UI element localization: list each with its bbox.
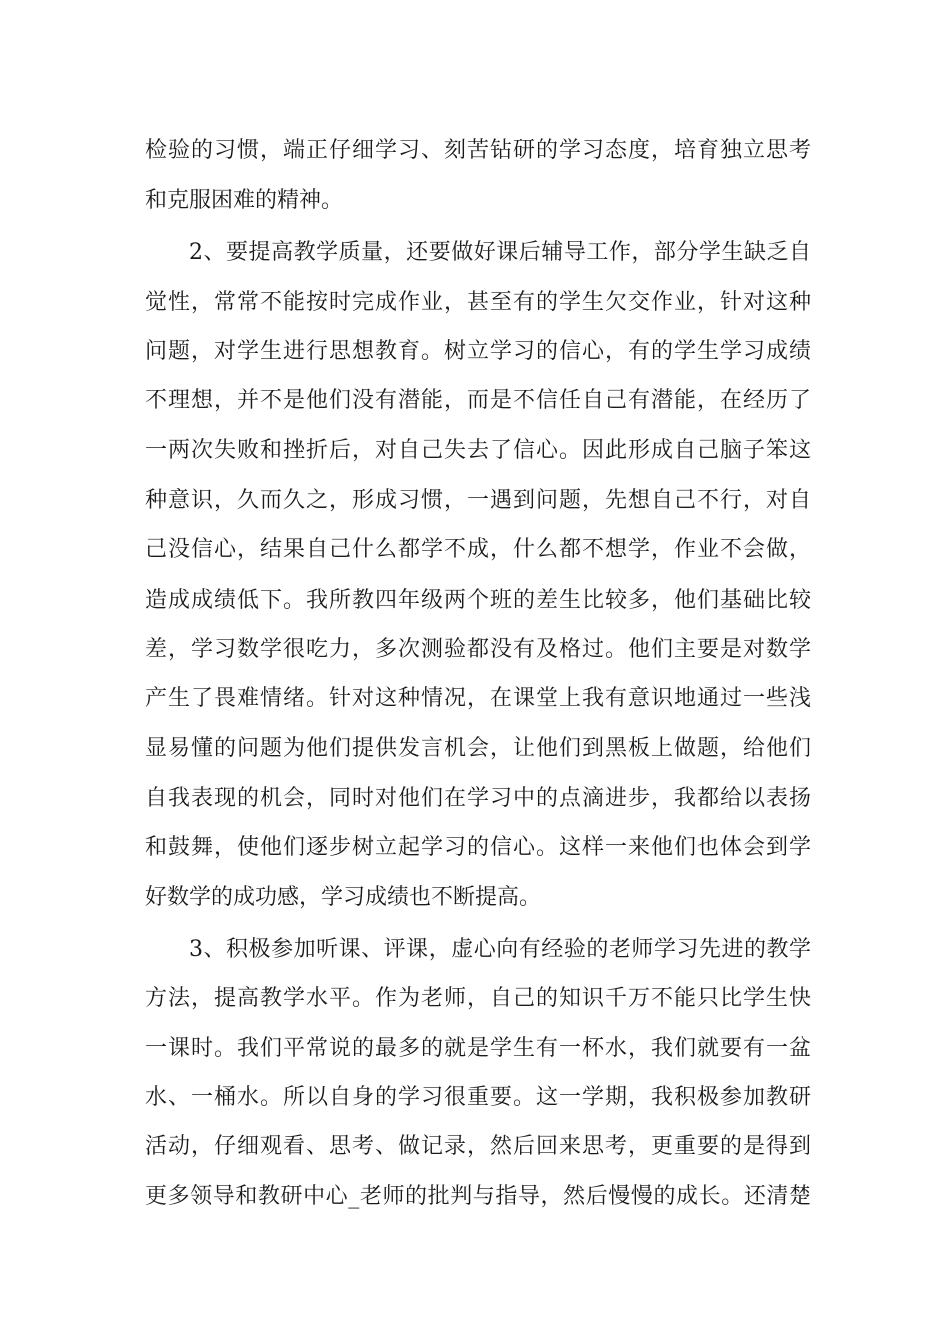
- text-line: 水、一桶水。所以自身的学习很重要。这一学期，我积极参加教研: [145, 1085, 811, 1110]
- text-line: 和克服困难的精神。: [145, 188, 344, 213]
- text-line: 和鼓舞，使他们逐步树立起学习的信心。这样一来他们也体会到学: [145, 835, 811, 860]
- text-line: 己没信心，结果自己什么都学不成，什么都不想学，作业不会做，: [145, 537, 811, 562]
- text-line: 检验的习惯，端正仔细学习、刻苦钻研的学习态度，培育独立思考: [145, 138, 811, 163]
- paragraph-start-line: 3、积极参加听课、评课，虚心向有经验的老师学习先进的教学: [189, 937, 811, 962]
- paragraph-start-line: 2、要提高教学质量，还要做好课后辅导工作，部分学生缺乏自: [189, 240, 811, 265]
- text-line: 一课时。我们平常说的最多的就是学生有一杯水，我们就要有一盆: [145, 1036, 811, 1061]
- text-line: 种意识，久而久之，形成习惯，一遇到问题，先想自己不行，对自: [145, 488, 811, 513]
- text-line: 方法，提高教学水平。作为老师，自己的知识千万不能只比学生快: [145, 986, 811, 1011]
- text-line: 一两次失败和挫折后，对自己失去了信心。因此形成自己脑子笨这: [145, 438, 811, 463]
- text-line: 更多领导和教研中心_老师的批判与指导，然后慢慢的成长。还清楚: [145, 1184, 811, 1209]
- text-line: 显易懂的问题为他们提供发言机会，让他们到黑板上做题，给他们: [145, 736, 811, 761]
- text-line: 产生了畏难情绪。针对这种情况，在课堂上我有意识地通过一些浅: [145, 686, 811, 711]
- text-line: 不理想，并不是他们没有潜能，而是不信任自己有潜能，在经历了: [145, 388, 811, 413]
- text-line: 造成成绩低下。我所教四年级两个班的差生比较多，他们基础比较: [145, 588, 811, 613]
- text-line: 好数学的成功感，学习成绩也不断提高。: [145, 885, 542, 910]
- text-line: 差，学习数学很吃力，多次测验都没有及格过。他们主要是对数学: [145, 637, 811, 662]
- text-line: 觉性，常常不能按时完成作业，甚至有的学生欠交作业，针对这种: [145, 290, 811, 315]
- text-line: 自我表现的机会，同时对他们在学习中的点滴进步，我都给以表扬: [145, 786, 811, 811]
- text-line: 问题，对学生进行思想教育。树立学习的信心，有的学生学习成绩: [145, 339, 811, 364]
- text-line: 活动，仔细观看、思考、做记录，然后回来思考，更重要的是得到: [145, 1134, 811, 1159]
